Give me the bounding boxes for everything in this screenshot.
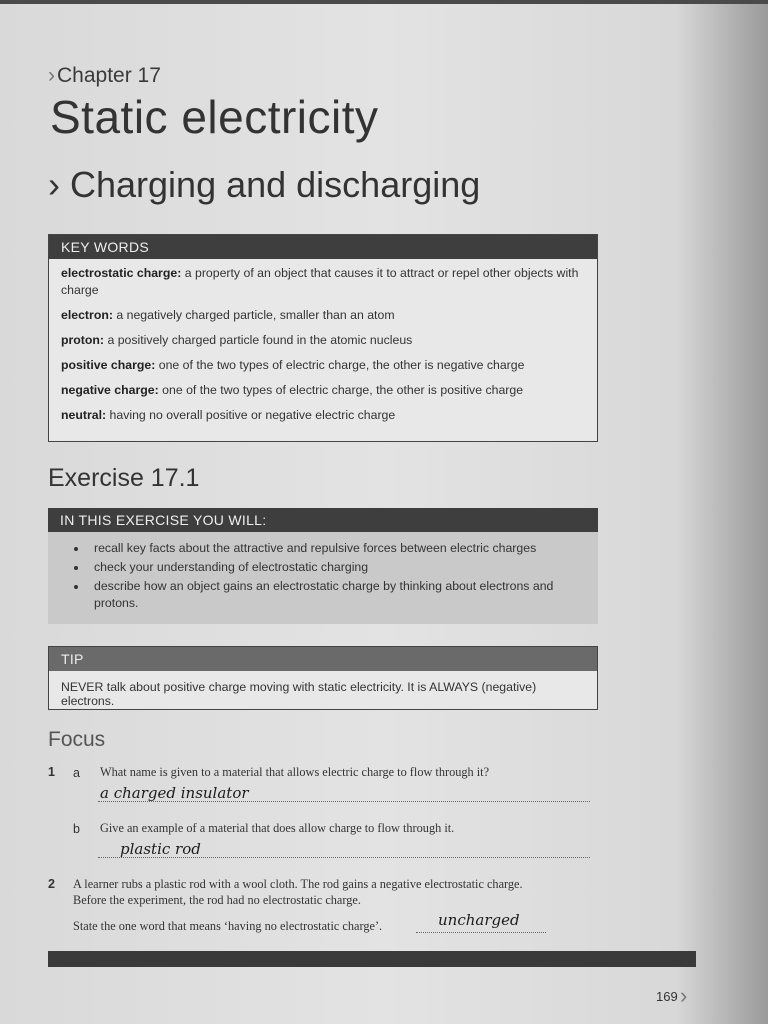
key-words-box xyxy=(48,234,598,442)
key-word-term: negative charge: xyxy=(61,383,159,397)
chapter-label xyxy=(48,64,161,88)
key-word-definition: a property of an object that causes it to attract or repel other objects with charge xyxy=(61,266,579,297)
key-word-term: electrostatic charge: xyxy=(61,266,182,280)
question-number: 2 xyxy=(48,877,55,891)
question-text: What name is given to a material that allows electric charge to flow through it? xyxy=(100,765,490,779)
key-word-item xyxy=(61,382,585,399)
section-text: Charging and discharging xyxy=(70,164,481,205)
question-part-label: a xyxy=(73,766,80,780)
key-word-item xyxy=(61,307,585,324)
key-word-definition: one of the two types of electric charge, the other is negative charge xyxy=(158,358,525,372)
focus-heading: Focus xyxy=(48,728,106,751)
goal-item: • check your understanding of electrostatic charging xyxy=(88,559,598,576)
key-word-term: proton: xyxy=(61,333,105,347)
page-title: Static electricity xyxy=(50,91,379,143)
key-word-term: electron: xyxy=(61,308,113,322)
handwritten-answer: uncharged xyxy=(438,911,520,929)
question-number: 1 xyxy=(48,765,55,779)
tip-heading: TIP xyxy=(49,647,597,671)
key-word-item xyxy=(61,265,585,299)
key-word-definition: one of the two types of electric charge, the other is positive charge xyxy=(162,383,524,397)
tip-box xyxy=(48,646,598,710)
exercise-goals-list xyxy=(48,532,598,612)
handwritten-answer: plastic rod xyxy=(120,840,201,858)
question-text: Give an example of a material that does allow charge to flow through it. xyxy=(100,821,455,835)
textbook-page xyxy=(0,4,768,1024)
key-word-definition: having no overall positive or negative electric charge xyxy=(109,408,396,422)
key-words-heading: KEY WORDS xyxy=(49,235,597,259)
key-word-definition: a positively charged particle found in the atomic nucleus xyxy=(107,333,413,347)
handwritten-answer: a charged insulator xyxy=(100,784,249,802)
question-part-label: b xyxy=(73,822,80,836)
question-prompt: State the one word that means ‘having no electrostatic charge’. xyxy=(73,919,383,933)
answer-line[interactable] xyxy=(416,932,546,933)
key-word-item xyxy=(61,332,585,349)
key-word-item xyxy=(61,407,585,424)
goal-item: • recall key facts about the attractive and repulsive forces between electric charges xyxy=(88,540,598,557)
chapter-text: Chapter 17 xyxy=(57,64,161,87)
key-word-term: neutral: xyxy=(61,408,107,422)
chevron-right-icon: › xyxy=(680,983,688,1008)
tip-text: NEVER talk about positive charge moving with static electricity. It is ALWAYS (negative) electrons. xyxy=(61,680,537,708)
chevron-right-icon: › xyxy=(48,64,55,87)
exercise-goals-heading: IN THIS EXERCISE YOU WILL: xyxy=(48,508,598,532)
chevron-right-icon: › xyxy=(48,164,60,205)
key-word-term: positive charge: xyxy=(61,358,156,372)
key-word-definition: a negatively charged particle, smaller than an atom xyxy=(116,308,395,322)
exercise-goals-box xyxy=(48,508,598,624)
key-word-item xyxy=(61,357,585,374)
question-text: A learner rubs a plastic rod with a wool cloth. The rod gains a negative electrostatic charge. xyxy=(73,877,523,891)
page-number: 169 xyxy=(656,989,678,1004)
exercise-title: Exercise 17.1 xyxy=(48,464,200,492)
goal-item: • describe how an object gains an electrostatic charge by thinking about electrons and protons. xyxy=(88,578,598,612)
key-words-list xyxy=(49,259,597,438)
bottom-rule-bar xyxy=(48,951,696,967)
section-heading xyxy=(48,164,480,206)
question-text: Before the experiment, the rod had no electrostatic charge. xyxy=(73,893,361,907)
